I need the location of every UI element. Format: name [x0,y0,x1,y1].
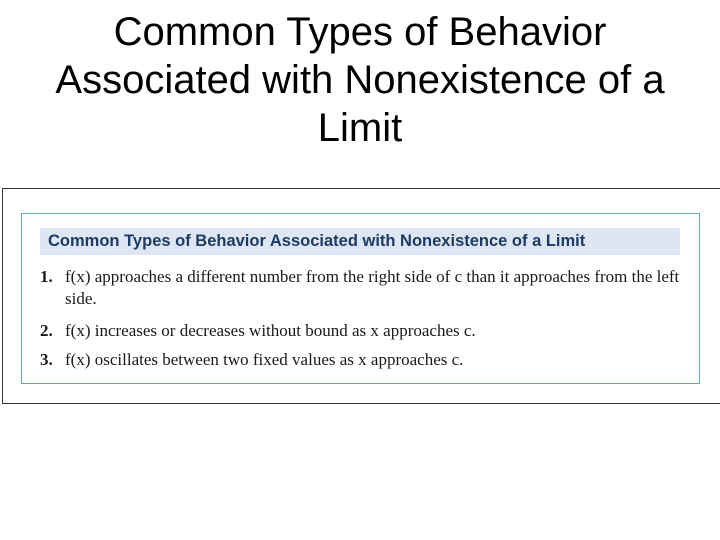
list-item-text: f(x) approaches a different number from the right side of c than it approaches from the left side. [65,267,680,308]
list-item-number: 1. [40,267,53,286]
box-header: Common Types of Behavior Associated with Nonexistence of a Limit [40,228,680,255]
list-item-text: f(x) oscillates between two fixed values as x approaches c. [65,350,464,369]
list-item-text: f(x) increases or decreases without bound as x approaches c. [65,321,476,340]
slide-title-line-2: Associated with Nonexistence of a [55,58,665,102]
list-item-1 [40,266,685,310]
list-item-number: 3. [40,350,53,369]
list-item-number: 2. [40,321,53,340]
list-item-2 [40,320,685,342]
slide-title-line-3: Limit [317,106,403,150]
slide-title [10,8,710,152]
list-item-3 [40,349,685,371]
slide-title-line-1: Common Types of Behavior [113,10,607,54]
